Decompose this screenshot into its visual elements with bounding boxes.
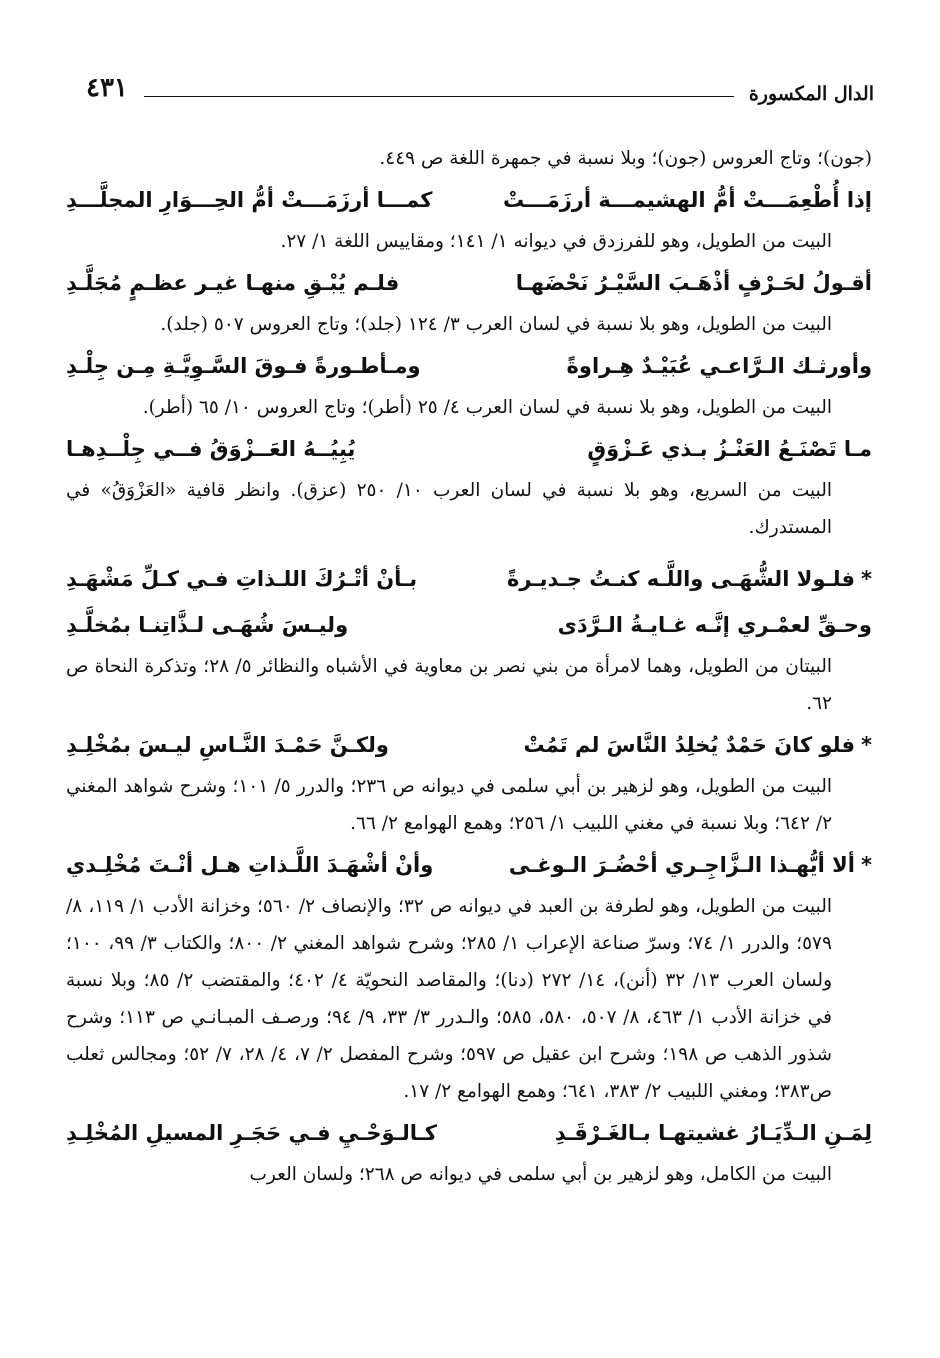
verse-first-hemistich: وحـقِّ لعمْـري إنَّـه غـايـةُ الـرَّدَى: [557, 613, 872, 637]
verse-second-hemistich: وأنْ أشْهَـدَ اللَّـذاتِ هـل أنْـتَ مُخْلِـدي: [66, 853, 434, 877]
verse-first-hemistich: [456, 722, 872, 768]
verse-line: [66, 556, 872, 602]
entry: [66, 140, 872, 177]
verse-line: [66, 177, 872, 223]
verse-line: [66, 842, 872, 888]
verse-second-hemistich: كمـــا أرزَمَـــتْ أمُّ الحِـــوَارِ المجلَّـــدِ: [66, 188, 433, 212]
citation-text: البيت من الطويل، وهو للفرزدق في ديوانه ١/ ١٤١؛ ومقاييس اللغة ١/ ٢٧.: [280, 231, 832, 252]
citation-text: البيت من الطويل، وهو لطرفة بن العبد في ديوانه ص ٣٢؛ والإنصاف ٢/ ٥٦٠؛ وخزانة الأدب ١/ ١١٩، ٨/ ٥٧٩؛ والدرر ١/ ٧٤؛ وسرّ صناعة الإعراب ١/ ٢٨٥؛ وشرح شواهد المغني ٢/ ٨٠٠؛ والكتاب ٣/ ٩٩، ١٠٠؛ ولسان العرب ١٣/ ٣٢ (أنن)، ١٤/ ٢٧٢ (دنا)؛ والمقاصد النحويّة ٤/ ٤٠٢؛ والمقتضب ٢/ ٨٥؛ وبلا نسبة في خزانة الأدب ١/ ٤٦٣، ٨/ ٥٠٧، ٥٨٠، ٥٨٥؛ والـدرر ٣/ ٣٣، ٩/ ٩٤؛ ورصـف المبـانـي ص ١١٣؛ وشرح شذور الذهب ص ١٩٨؛ وشرح ابن عقيل ص ٥٩٧؛ وشرح المفصل ٢/ ٧، ٤/ ٢٨، ٧/ ٥٢؛ ومجالس ثعلب ص٣٨٣؛ ومغني اللبيب ٢/ ٣٨٣، ٦٤١؛ وهمع الهوامع ٢/ ١٧.: [66, 896, 833, 1102]
verse-line: [66, 426, 872, 472]
verse-line: [66, 602, 872, 648]
entry: [66, 1110, 872, 1193]
verse-second-hemistich: فلـم يُبْـقِ منهـا غيـر عظـمٍ مُجَلَّـدِ: [65, 271, 400, 295]
header-rule: [144, 96, 734, 97]
verse-second-hemistich: وليـسَ شُهَـى لـذَّاتِنـا بمُخلَّـدِ: [65, 613, 349, 637]
star-marker: *: [861, 733, 872, 757]
citation-text: البيت من الطويل، وهو بلا نسبة في لسان العرب ٤/ ٢٥ (أطر)؛ وتاج العروس ١٠/ ٦٥ (أطر).: [142, 397, 832, 418]
verse-first-hemistich: وأورثـك الـرَّاعـي عُبَيْـدٌ هِـراوةً: [566, 354, 872, 378]
verse-second-hemistich: بـأنْ أتْـرُكَ اللـذاتِ فـي كـلِّ مَشْهَـدِ: [66, 567, 418, 591]
verse-second-hemistich: يُبِيُــهُ العَــزْوَقُ فــي جِلْــدِهـا: [66, 437, 356, 461]
verse-line: [66, 722, 872, 768]
citation-text: البيت من السريع، وهو بلا نسبة في لسان العرب ١٠/ ٢٥٠ (عزق). وانظر قافية «العَزْوَقُ» في المستدرك.: [66, 480, 832, 538]
citation-text: البيت من الطويل، وهو لزهير بن أبي سلمى في ديوانه ص ٢٣٦؛ والدرر ٥/ ١٠١؛ وشرح شواهد المغني ٢/ ٦٤٢؛ وبلا نسبة في مغني اللبيب ١/ ٢٥٦؛ وهمع الهوامع ٢/ ٦٦.: [66, 776, 832, 834]
citation-text: (جون)؛ وتاج العروس (جون)؛ وبلا نسبة في جمهرة اللغة ص ٤٤٩.: [379, 148, 872, 169]
citation-text: البيتان من الطويل، وهما لامرأة من بني نصر بن معاوية في الأشباه والنظائر ٥/ ٢٨؛ وتذكرة النحاة ص ٦٢.: [66, 656, 832, 714]
verse-second-hemistich: ولكـنَّ حَمْـدَ النَّـاسِ ليـسَ بمُخْلِـدِ: [66, 733, 389, 757]
entry: [66, 343, 872, 426]
verse-text: فلو كانَ حَمْدٌ يُخلِدُ النَّاسَ لم تَمُتْ: [523, 733, 856, 757]
verse-first-hemistich: مـا تَصْنَـعُ العَنْـزُ بـذي عَـزْوَقٍ: [587, 437, 872, 461]
page-header: [86, 68, 874, 108]
entry: [66, 556, 872, 722]
running-title: الدال المكسورة: [748, 83, 874, 105]
page-number: ٤٣١: [86, 73, 128, 103]
verse-first-hemistich: لِمَـنِ الـدِّيَـارُ غشيتهـا بـالغَـرْقَـدِ: [554, 1121, 872, 1145]
citation-text: البيت من الكامل، وهو لزهير بن أبي سلمى في ديوانه ص ٢٦٨؛ ولسان العرب: [249, 1164, 832, 1185]
star-marker: *: [861, 853, 872, 877]
verse-text: ألا أيُّهـذا الـزَّاجِـري أحْضُـرَ الـوغـى: [508, 853, 856, 877]
entry: [66, 842, 872, 1110]
verse-first-hemistich: إذا أُطْعِمَـــتْ أمُّ الهشيمـــة أرزَمَـــتْ: [502, 188, 872, 212]
verse-line: [66, 343, 872, 389]
verse-text: فلـولا الشُّهَـى واللَّـه كنـتُ جـديـرةً: [506, 567, 856, 591]
verse-first-hemistich: [462, 556, 872, 602]
entry: [66, 260, 872, 343]
entry: [66, 177, 872, 260]
citation-text: البيت من الطويل، وهو بلا نسبة في لسان العرب ٣/ ١٢٤ (جلد)؛ وتاج العروس ٥٠٧ (جلد).: [160, 314, 832, 335]
verse-line: [66, 1110, 872, 1156]
verse-first-hemistich: أقـولُ لحَـرْفٍ أذْهَـبَ السَّيْـرُ نَحْضَهـا: [515, 271, 872, 295]
verse-second-hemistich: كـالـوَحْـيِ فـي حَجَـرِ المسيلِ المُخْلِـدِ: [66, 1121, 438, 1145]
star-marker: *: [861, 567, 872, 591]
verse-first-hemistich: [471, 842, 872, 888]
entry: [66, 426, 872, 546]
entry: [66, 722, 872, 842]
page-content: [66, 140, 872, 1193]
verse-line: [66, 260, 872, 306]
verse-second-hemistich: ومـأطـورةً فـوقَ السَّـوِيَّـةِ مِـن جِلْـدِ: [65, 354, 421, 378]
